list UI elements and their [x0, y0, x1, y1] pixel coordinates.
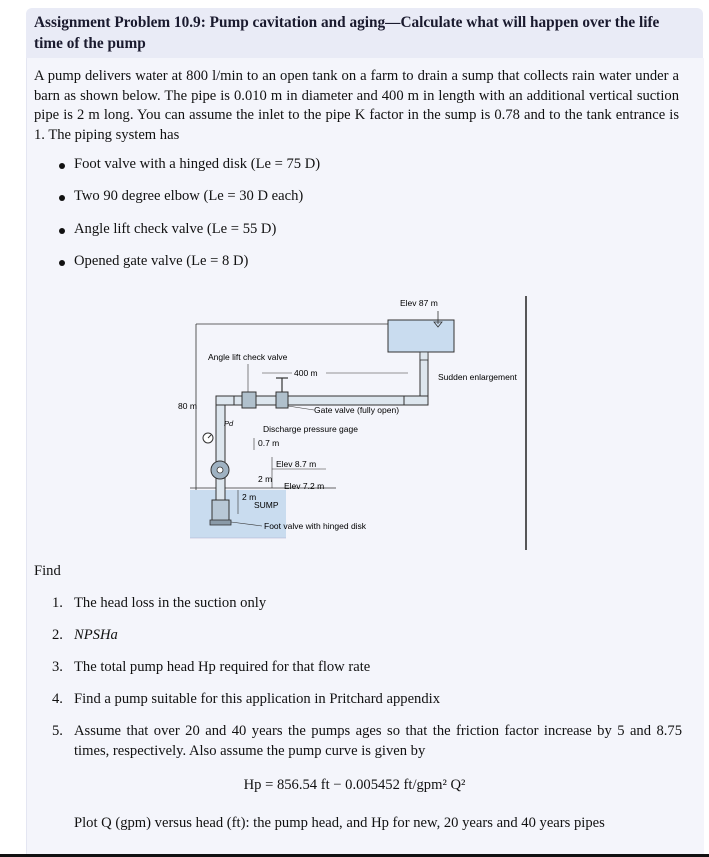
elev-top-label: Elev 87 m — [400, 298, 438, 308]
pd-label: Pd — [224, 419, 234, 428]
pump-curve-equation: Hp = 856.54 ft − 0.005452 ft/gpm² Q² — [243, 777, 466, 793]
page-title: Assignment Problem 10.9: Pump cavitation and aging—Calculate what will happen over the life time of the pump — [34, 14, 660, 52]
list-item: 1. The head loss in the suction only — [52, 595, 267, 611]
list-item: Opened gate valve (Le = 8 D) — [56, 253, 320, 285]
elev-pump-label: Elev 8.7 m — [276, 459, 317, 469]
angle-lift-label: Angle lift check valve — [208, 352, 288, 362]
discharge-gage-label: Discharge pressure gage — [263, 424, 358, 434]
list-item: 5. Assume that over 20 and 40 years the pumps ages so that the friction factor increase by 5 and 8.75 times, respectively. Also assume the pump curve is given by — [52, 723, 682, 759]
list-item: Angle lift check valve (Le = 55 D) — [56, 221, 320, 253]
problem-intro: A pump delivers water at 800 l/min to an open tank on a farm to drain a sump that collects rain water under a barn as shown below. The pipe is 0.010 m in diameter and 400 m in length with an additional vertical suction pipe is 2 m long. You can assume the inlet to the pipe K factor in the sump is 0.78 and to the tank entrance is 1. The piping system has — [34, 68, 679, 143]
task-list — [52, 594, 682, 774]
length-label: 400 m — [294, 368, 318, 378]
list-item: 4. Find a pump suitable for this application in Pritchard appendix — [52, 691, 440, 707]
sump-label: SUMP — [254, 500, 279, 510]
foot-valve-label: Foot valve with hinged disk — [264, 521, 367, 531]
list-item: Foot valve with a hinged disk (Le = 75 D) — [56, 156, 320, 188]
plot-instruction: Plot Q (gpm) versus head (ft): the pump head, and Hp for new, 20 years and 40 years pipes — [74, 815, 605, 831]
list-item: 2. NPSHa — [52, 627, 118, 643]
two-m-label-a: 2 m — [258, 474, 273, 484]
elev-sump-label: Elev 7.2 m — [284, 481, 325, 491]
find-heading: Find — [34, 563, 61, 579]
gate-valve-label: Gate valve (fully open) — [314, 405, 400, 415]
gage-height-label: 0.7 m — [258, 438, 280, 448]
list-item: 3. The total pump head Hp required for that flow rate — [52, 659, 371, 675]
piping-components-list — [56, 156, 320, 285]
two-m-label-b: 2 m — [242, 492, 257, 502]
pump-system-diagram — [176, 292, 536, 554]
sudden-enlargement-label: Sudden enlargement — [438, 372, 517, 382]
height-label: 80 m — [178, 401, 197, 411]
list-item: Two 90 degree elbow (Le = 30 D each) — [56, 188, 320, 220]
